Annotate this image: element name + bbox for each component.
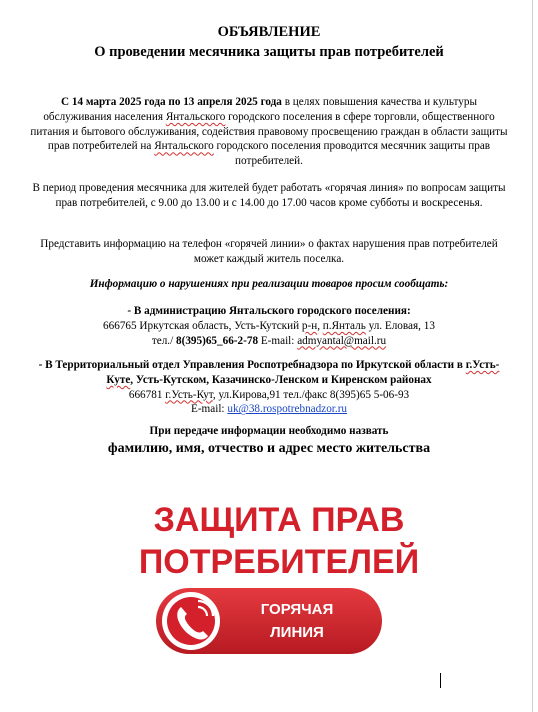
announcement-subtitle: О проведении месячника защиты прав потребителей [94, 44, 444, 60]
rpn-address-a: 666781 [128, 388, 166, 401]
hotline-line-2: ЛИНИЯ [270, 624, 324, 641]
admin-heading: - В администрацию Янтальского городского поселения: [127, 305, 411, 317]
admin-email-label: E-mail: [258, 334, 298, 347]
banner-line-2: ПОТРЕБИТЕЛЕЙ [138, 543, 420, 581]
report-instructions: Информацию о нарушениях при реализации товаров просим сообщать: [89, 278, 449, 290]
report-paragraph: Представить информацию на телефон «горячей линии» о фактах нарушения прав потребителей может каждый житель поселка. [40, 238, 498, 265]
admin-address-c: , [317, 319, 323, 332]
intro-word-a: Янтальского [165, 110, 226, 123]
admin-phone-label: тел./ [151, 334, 177, 347]
rpn-address-b: г.Усть-Кут [165, 388, 213, 401]
admin-address-e: ул. Еловая, 13 [365, 319, 435, 332]
rpn-email-link[interactable]: uk@38.rospotrebnadzor.ru [227, 403, 348, 416]
rpn-address-c: , ул.Кирова,91 тел./факс 8(395)65 5-06-93 [212, 388, 410, 401]
rpn-heading-b: г.Усть-Куте [106, 359, 500, 386]
banner-line-1: ЗАЩИТА ПРАВ [153, 501, 405, 539]
announcement-title: ОБЪЯВЛЕНИЕ [217, 24, 321, 40]
rpn-heading-a: - В Территориальный отдел Управления Роспотребнадзора по Иркутской области в [38, 359, 466, 371]
admin-address-b: р-н [301, 319, 318, 332]
intro-text-b: городского поселения в сфере торговли, общественного питания и бытового обслуживания, содействия правовому просвещению граждан в области защиты прав потребителей на [30, 110, 508, 153]
intro-text-c: городского поселения проводится месячник защиты прав потребителей. [213, 140, 491, 168]
admin-email[interactable]: admyantal@mail.ru [297, 334, 387, 347]
text-cursor [440, 673, 441, 688]
date-range: С 14 марта 2025 года по 13 апреля 2025 года [60, 96, 282, 108]
intro-text-a: в целях повышения качества и культуры обслуживания населения [43, 96, 478, 123]
admin-address-d: п.Янталь [322, 319, 366, 332]
rpn-heading-c: , Усть-Кутском, Казачинско-Ленском и Киренском районах [130, 373, 432, 386]
closing-requirement: фамилию, имя, отчество и адрес место жительства [107, 441, 431, 456]
rpn-email-label: E-mail: [190, 403, 228, 416]
hotline-badge [156, 588, 382, 654]
hotline-line-1: ГОРЯЧАЯ [260, 601, 334, 618]
admin-address-a: 666765 Иркутская область, Усть-Кутский [103, 319, 302, 332]
hotline-paragraph: В период проведения месячника для жителей будет работать «горячая линия» по вопросам защиты прав потребителей, с 9.00 до 13.00 и с 14.00 до 17.00 часов кроме субботы и воскресенья. [32, 182, 506, 209]
closing-note: При передаче информации необходимо назвать [149, 425, 389, 437]
intro-word-b: Янтальского [154, 140, 214, 153]
admin-phone: 8(395)65_66-2-78 [176, 334, 259, 347]
